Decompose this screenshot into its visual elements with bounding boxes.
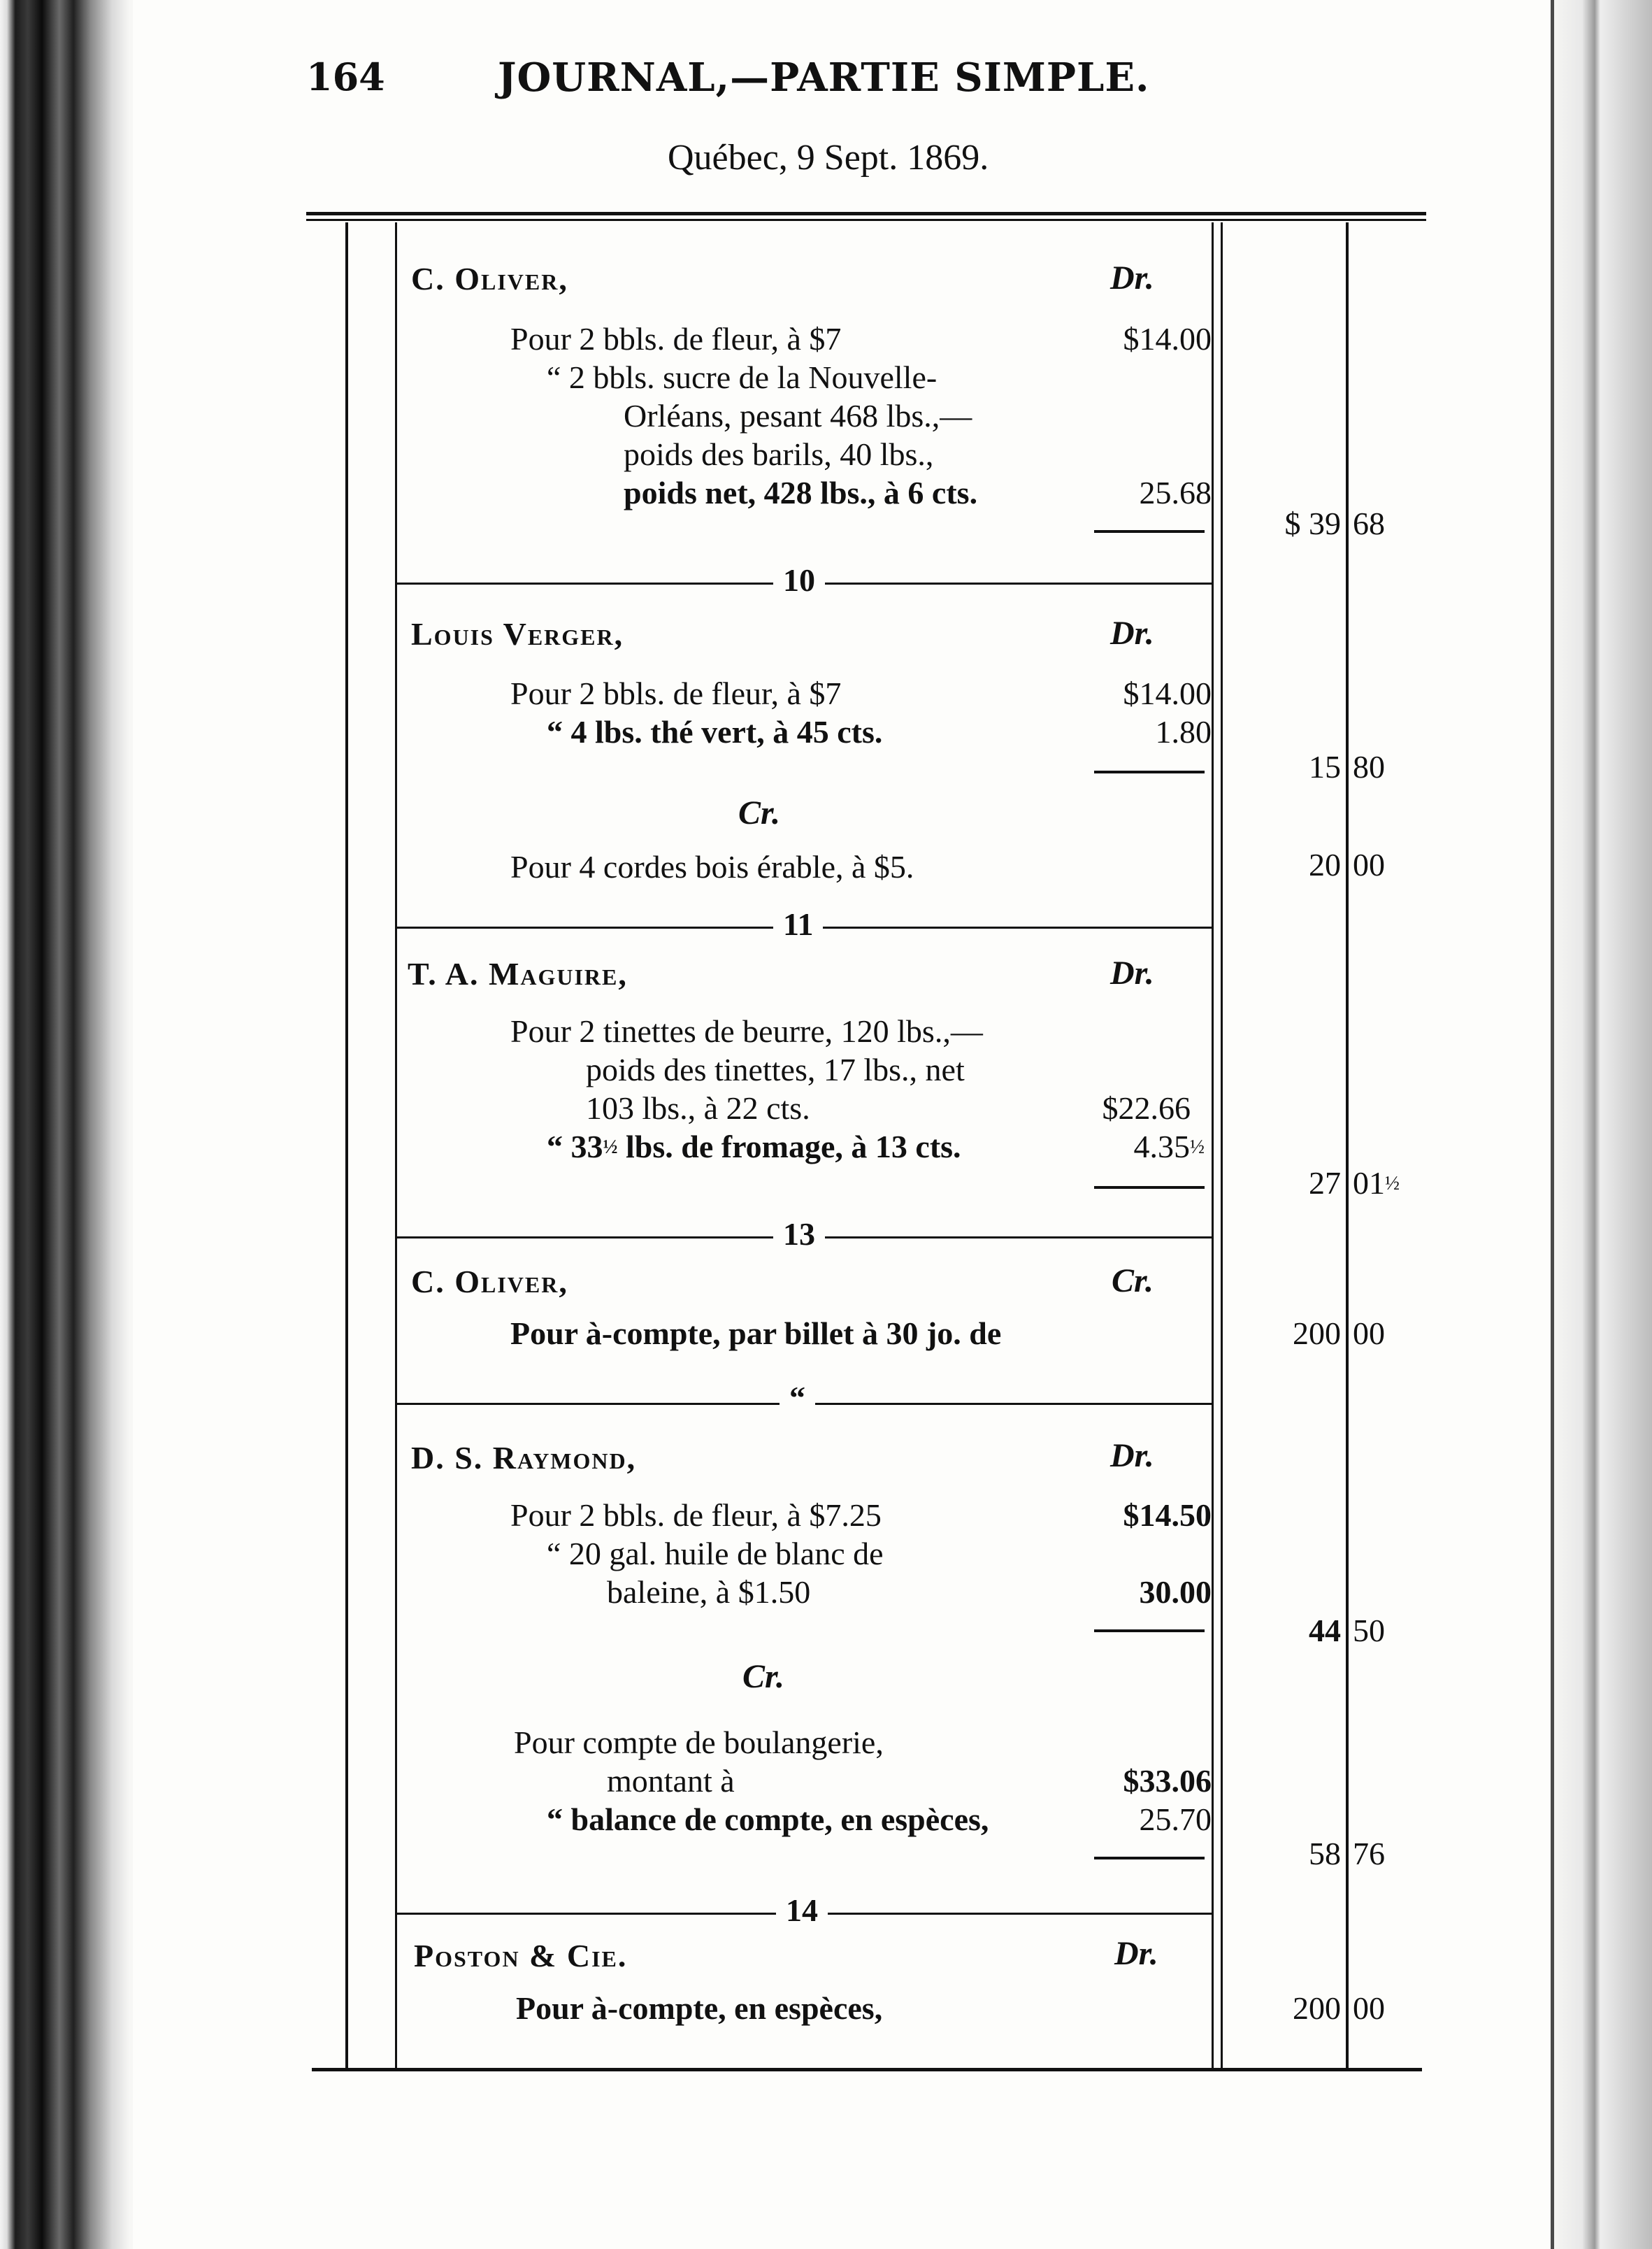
line-amount: $14.00: [1123, 321, 1212, 357]
entry-date: 14: [776, 1892, 828, 1929]
total-dollars: 44: [1309, 1613, 1341, 1648]
entry-name: T. A. Maguire,: [408, 956, 628, 992]
entry-line: “ 2 bbls. sucre de la Nouvelle-: [547, 359, 938, 395]
book-binding-left: [0, 0, 133, 2249]
credit-heading: Cr.: [738, 794, 781, 831]
entry-name: C. Oliver,: [411, 1264, 568, 1299]
dollar-cents-rule: [1346, 222, 1349, 2069]
entry-line: Pour 4 cordes bois érable, à $5.: [510, 849, 914, 885]
entry-type: Dr.: [1114, 1935, 1158, 1972]
line-amount: 25.70: [1139, 1801, 1212, 1837]
total-dollars: 15: [1309, 749, 1341, 785]
entry-line: poids net, 428 lbs., à 6 cts.: [624, 475, 978, 511]
entry-line: Pour à-compte, par billet à 30 jo. de: [510, 1315, 1002, 1351]
left-date-column-rule: [345, 222, 348, 2069]
amount-column-rule-1: [1212, 222, 1214, 2069]
entry-line: Orléans, pesant 468 lbs.,—: [624, 398, 972, 434]
entry-date: 11: [773, 906, 823, 943]
line-amount: 1.80: [1155, 714, 1212, 750]
entry-type: Dr.: [1110, 259, 1154, 297]
subtotal-rule: [1094, 771, 1205, 773]
page-number: 164: [306, 55, 385, 99]
top-double-rule-2: [306, 219, 1426, 221]
total-dollars: 27: [1309, 1165, 1341, 1201]
top-double-rule-1: [306, 212, 1426, 215]
entry-line: Pour compte de boulangerie,: [514, 1725, 884, 1760]
entry-line: montant à: [607, 1763, 735, 1799]
total-dollars: 58: [1309, 1836, 1341, 1871]
entry-type: Dr.: [1110, 1437, 1154, 1474]
entry-line: Pour 2 bbls. de fleur, à $7.25: [510, 1497, 882, 1533]
line-amount: 30.00: [1139, 1574, 1212, 1610]
entry-name: Poston & Cie.: [414, 1938, 628, 1973]
entry-line: “ balance de compte, en espèces,: [547, 1801, 989, 1837]
subtotal-rule: [1094, 1857, 1205, 1859]
total-dollars: $ 39: [1284, 506, 1341, 541]
entry-line: Pour à-compte, en espèces,: [516, 1990, 883, 2026]
entry-line: “ 33½ lbs. de fromage, à 13 cts.: [547, 1129, 961, 1164]
entry-line: poids des tinettes, 17 lbs., net: [586, 1052, 965, 1087]
total-cents: 00: [1353, 1990, 1385, 2026]
subtotal-rule: [1094, 1629, 1205, 1632]
entry-date: 10: [773, 562, 825, 599]
total-dollars: 20: [1309, 847, 1341, 883]
total-cents: 76: [1353, 1836, 1385, 1871]
total-dollars: 200: [1293, 1990, 1341, 2026]
line-amount: 25.68: [1139, 475, 1212, 511]
line-amount: $14.00: [1123, 676, 1212, 711]
entry-line: 103 lbs., à 22 cts.: [586, 1090, 810, 1126]
total-cents: 00: [1353, 1315, 1385, 1351]
line-amount: 4.35½: [1133, 1129, 1205, 1164]
entry-line: Pour 2 bbls. de fleur, à $7: [510, 321, 842, 357]
total-cents: 00: [1353, 847, 1385, 883]
entry-date: 13: [773, 1215, 825, 1252]
credit-heading: Cr.: [742, 1658, 785, 1695]
entry-line: Pour 2 tinettes de beurre, 120 lbs.,—: [510, 1013, 983, 1049]
amount-column-rule-2: [1221, 222, 1223, 2069]
bottom-rule: [312, 2068, 1422, 2071]
book-edge-right: [1554, 0, 1652, 2249]
subtotal-rule: [1094, 1186, 1205, 1189]
total-cents: 80: [1353, 749, 1385, 785]
entry-line: “ 4 lbs. thé vert, à 45 cts.: [547, 714, 883, 750]
line-amount: $33.06: [1123, 1763, 1212, 1799]
line-amount: $14.50: [1123, 1497, 1212, 1533]
left-text-column-rule: [395, 222, 397, 2069]
subtotal-rule: [1094, 530, 1205, 533]
total-dollars: 200: [1293, 1315, 1341, 1351]
entry-line: Pour 2 bbls. de fleur, à $7: [510, 676, 842, 711]
entry-name: Louis Verger,: [411, 616, 624, 652]
entry-name: D. S. Raymond,: [411, 1440, 637, 1476]
entry-line: “ 20 gal. huile de blanc de: [547, 1536, 884, 1571]
line-amount: $22.66: [1102, 1090, 1191, 1126]
entry-type: Dr.: [1110, 615, 1154, 652]
entry-type: Dr.: [1110, 955, 1154, 992]
entry-line: poids des barils, 40 lbs.,: [624, 436, 934, 472]
dateline: Québec, 9 Sept. 1869.: [668, 138, 989, 178]
entry-line: baleine, à $1.50: [607, 1574, 811, 1610]
entry-name: C. Oliver,: [411, 261, 568, 297]
total-cents: 50: [1353, 1613, 1385, 1648]
page-title: JOURNAL,—PARTIE SIMPLE.: [498, 55, 1150, 101]
total-cents: 68: [1353, 506, 1385, 541]
total-cents: 01½: [1353, 1165, 1400, 1201]
entry-date: “: [780, 1379, 815, 1416]
entry-type: Cr.: [1112, 1262, 1154, 1299]
